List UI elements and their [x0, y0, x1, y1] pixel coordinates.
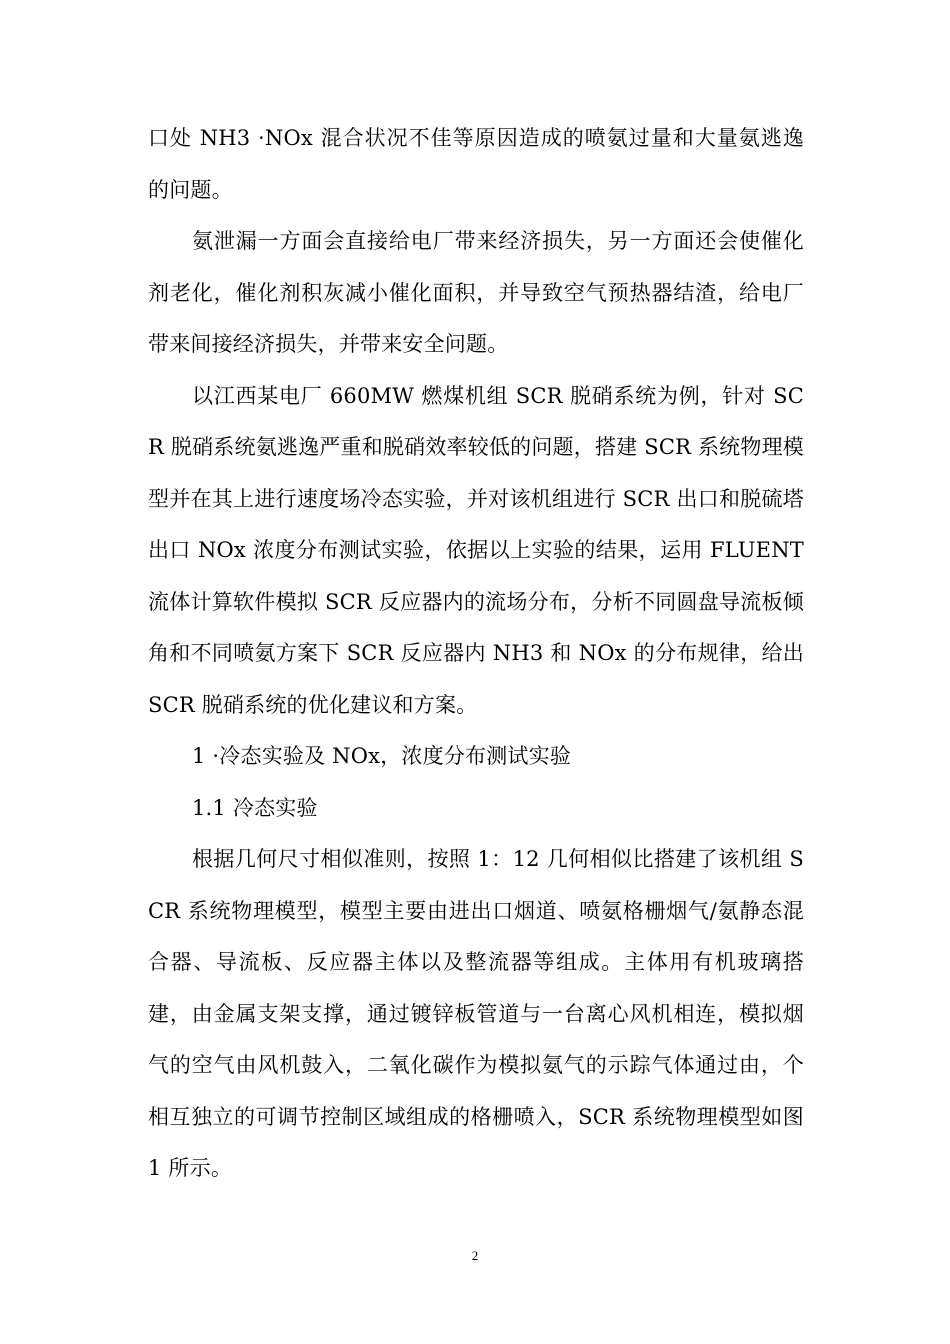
paragraph-model-description: 根据几何尺寸相似准则，按照 1：12 几何相似比搭建了该机组 SCR 系统物理模型，模型主要由进出口烟道、喷氨格栅烟气/氨静态混合器、导流板、反应器主体以及整流器等组成。主体用有机玻璃搭建，由金属支架支撑，通过镀锌板管道与一台离心风机相连，模拟烟气的空气由风机鼓入，二氧化碳作为模拟氨气的示踪气体通过由，个相互独立的可调节控制区域组成的格栅喷入，SCR 系统物理模型如图 1 所示。	[148, 847, 804, 1180]
subsection-heading-1-1: 1.1 冷态实验	[192, 795, 318, 820]
paragraph-ammonia-leakage: 氨泄漏一方面会直接给电厂带来经济损失，另一方面还会使催化剂老化，催化剂积灰减小催化面积，并导致空气预热器结渣，给电厂带来间接经济损失，并带来安全问题。	[148, 229, 804, 356]
section-heading-1: 1 ·冷态实验及 NOx，浓度分布测试实验	[192, 744, 572, 768]
paragraph-continuation: 口处 NH3 ·NOx 混合状况不佳等原因造成的喷氨过量和大量氨逃逸的问题。	[148, 126, 804, 202]
body-text	[148, 113, 804, 1195]
paragraph-study-overview: 以江西某电厂 660MW 燃煤机组 SCR 脱硝系统为例，针对 SCR 脱硝系统氨逃逸严重和脱硝效率较低的问题，搭建 SCR 系统物理模型并在其上进行速度场冷态实验，并对该机组进行 SCR 出口和脱硫塔出口 NOx 浓度分布测试实验，依据以上实验的结果，运用 FLUENT 流体计算软件模拟 SCR 反应器内的流场分布，分析不同圆盘导流板倾角和不同喷氨方案下 SCR 反应器内 NH3 和 NOx 的分布规律，给出 SCR 脱硝系统的优化建议和方案。	[148, 383, 804, 717]
page-number: 2	[471, 1248, 479, 1263]
